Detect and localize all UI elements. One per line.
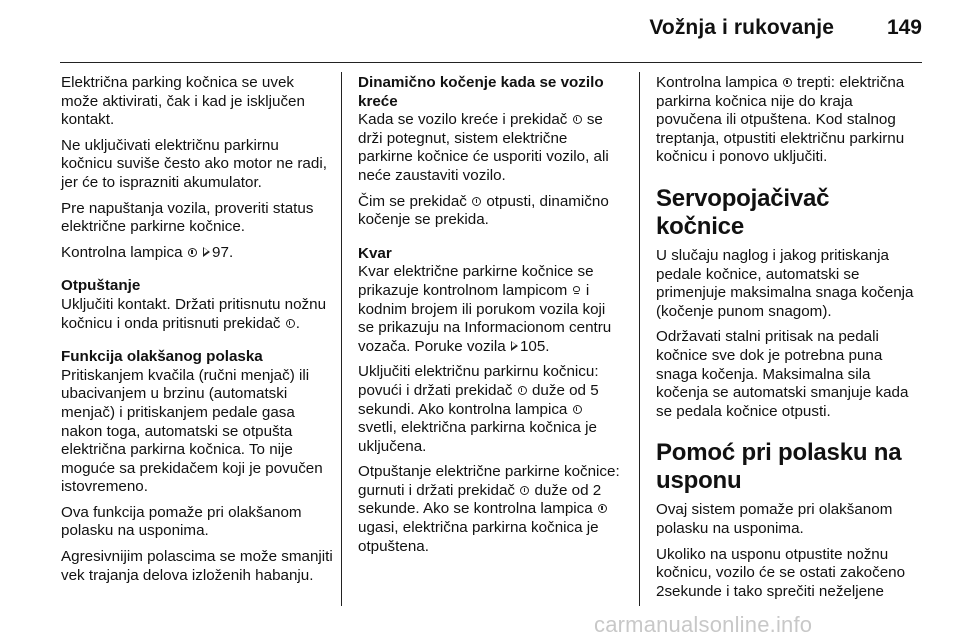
column-divider xyxy=(341,72,342,606)
parking-brake-switch-icon xyxy=(518,386,527,395)
text-span: se drži potegnut, sistem električne parkirne kočnice će usporiti vozilo, ali neće zaustaviti vozilo. xyxy=(358,111,609,184)
section-heading-assist: Funkcija olakšanog polaska xyxy=(61,348,263,366)
page-reference[interactable]: 105. xyxy=(519,337,550,355)
paragraph xyxy=(61,244,333,263)
parking-brake-switch-icon xyxy=(783,78,792,87)
paragraph xyxy=(358,463,624,556)
watermark: carmanualsonline.info xyxy=(594,612,813,637)
paragraph xyxy=(358,363,624,456)
paragraph: Ukoliko na usponu otpustite nožnu kočnicu, vozilo će se ostati zakočeno 2sekunde i tako sprečiti neželjene xyxy=(656,545,906,600)
parking-brake-switch-icon xyxy=(573,115,582,124)
section-heading-dynamic: Dinamično kočenje kada se vozilo kreće xyxy=(358,74,604,110)
column-left xyxy=(61,74,333,592)
page-header xyxy=(60,0,922,63)
section-heading-fault: Kvar xyxy=(358,244,392,262)
parking-brake-switch-icon xyxy=(472,197,481,206)
paragraph: Pritiskanjem kvačila (ručni menjač) ili ubacivanjem u brzinu (automatski menjač) i pritiskanjem pedale gasa nakon toga, automatski se otpušta električna parkirna kočnica. To nije moguće sa prekidačem koji je povučen istovremeno. xyxy=(61,366,323,496)
text-span: i kodnim brojem ili porukom vozila koji se prikazuju na Informacionom centru vozača. Poruke vozila xyxy=(358,281,612,355)
parking-brake-switch-icon xyxy=(520,486,529,495)
text-span: duže od 5 sekundi. Ako kontrolna lampica xyxy=(358,381,599,418)
paragraph: Održavati stalni pritisak na pedali kočnice sve dok je potrebna puna snaga kočenja. Maksimalna sila kočenja se automatski smanjuje kada se pedala kočnice otpusti. xyxy=(656,328,909,420)
text-span: otpusti, dinamično kočenje se prekida. xyxy=(358,192,609,229)
paragraph: Ne uključivati električnu parkirnu kočnicu suviše često ako motor ne radi, jer će to isprazniti akumulator. xyxy=(61,136,327,191)
text-span: Otpuštanje električne parkirne kočnice: gurnuti i držati prekidač xyxy=(358,463,620,499)
paragraph xyxy=(358,263,624,356)
paragraph: Ovaj sistem pomaže pri olakšanom polasku na usponima. xyxy=(656,501,893,537)
text-span: ugasi, električna parkirna kočnica je otpuštena. xyxy=(358,519,599,555)
text-span: . xyxy=(295,314,300,332)
text-span: Kontrolna lampica xyxy=(61,243,183,261)
parking-brake-switch-icon xyxy=(573,405,582,414)
section-heading-hill: Pomoć pri polasku na usponu xyxy=(656,439,902,495)
paragraph: Agresivnijim polascima se može smanjiti vek trajanja delova izloženih habanju. xyxy=(61,548,333,584)
column-middle xyxy=(358,74,624,563)
paragraph xyxy=(656,74,922,167)
paragraph xyxy=(358,193,624,230)
page-reference-arrow-icon xyxy=(203,247,210,257)
text-span: Uključiti kontakt. Držati pritisnutu nožnu kočnicu i onda pritisnuti prekidač xyxy=(61,295,327,332)
parking-brake-switch-icon xyxy=(188,248,197,257)
section-heading-release: Otpuštanje xyxy=(61,277,141,295)
text-span: Čim se prekidač xyxy=(358,192,467,210)
paragraph: Električna parking kočnica se uvek može aktivirati, čak i kad je isključen kontakt. xyxy=(61,74,305,129)
text-span: Kada se vozilo kreće i prekidač xyxy=(358,111,568,129)
text-span: trepti: električna parkirna kočnica nije do kraja povučena ili otpuštena. Kod stalnog treptanja, otpustiti električnu parkirnu kočnicu i ponovo uključiti. xyxy=(656,74,905,166)
page-reference[interactable]: 97. xyxy=(212,243,234,261)
paragraph: Ova funkcija pomaže pri olakšanom polasku na usponima. xyxy=(61,503,302,540)
paragraph: U slučaju naglog i jakog pritiskanja pedale kočnice, automatski se primenjuje maksimalna snaga kočenja (kočenje punom snagom). xyxy=(656,246,914,320)
parking-brake-switch-icon xyxy=(286,319,295,328)
page-reference-arrow-icon xyxy=(511,341,518,351)
header-title: Vožnja i rukovanje xyxy=(649,16,834,39)
paragraph: Pre napuštanja vozila, proveriti status električne parkirne kočnice. xyxy=(61,199,314,236)
text-span: svetli, električna parkirna kočnica je uključena. xyxy=(358,419,597,455)
page-number: 149 xyxy=(886,16,922,39)
text-span: Kontrolna lampica xyxy=(656,74,778,91)
column-divider xyxy=(639,72,640,606)
text-span: Uključiti električnu parkirnu kočnicu: povući i držati prekidač xyxy=(358,363,599,399)
paragraph xyxy=(61,296,333,333)
parking-brake-switch-icon xyxy=(598,504,607,513)
text-span: duže od 2 sekunde. Ako se kontrolna lampica xyxy=(358,481,602,518)
paragraph xyxy=(358,111,624,185)
brake-fault-lamp-icon xyxy=(573,286,581,295)
column-right xyxy=(656,74,922,608)
text-span: Kvar električne parkirne kočnice se prikazuje kontrolnom lampicom xyxy=(358,263,594,299)
section-heading-servo: Servopojačivač kočnice xyxy=(656,184,830,240)
